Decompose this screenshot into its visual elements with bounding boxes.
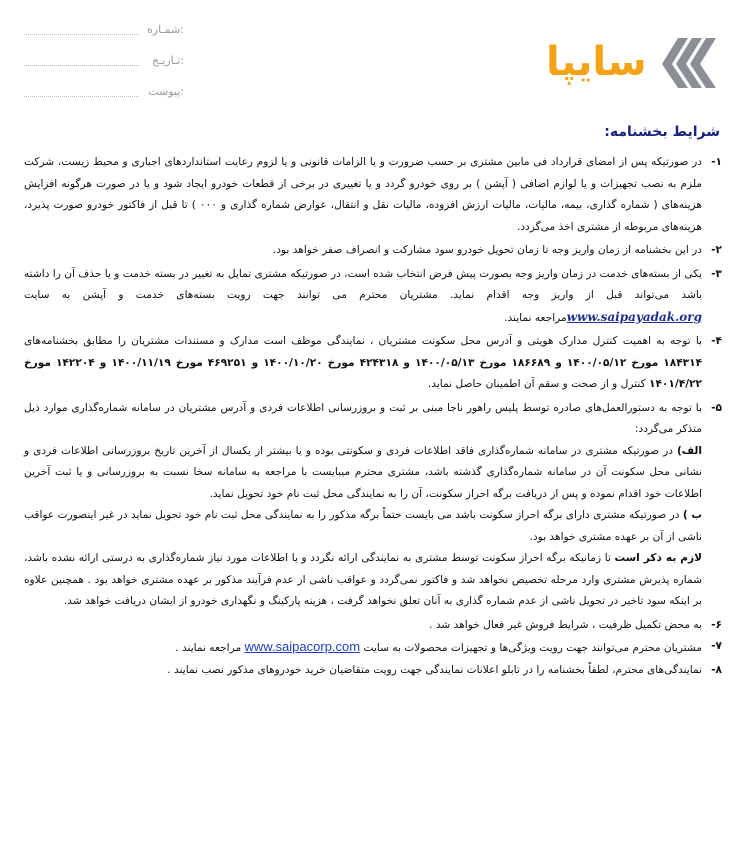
clause-3-number: ۳- bbox=[711, 267, 722, 280]
clause-5-alef-label: الف) bbox=[676, 444, 703, 457]
clause-5-note-label: لازم به ذکر است bbox=[614, 552, 702, 564]
clause-5 bbox=[24, 398, 722, 441]
attachment-line bbox=[24, 96, 139, 97]
clause-8 bbox=[24, 660, 722, 682]
clause-5-note-text: تا زمانیکه برگه احراز سکونت توسط مشتری به نمایندگی ارائه نگردد و یا اطلاعات مورد نیاز شماره‌گذاری به درستی ارائه نشده باشد، شماره پذیرش مشتری وارد مرحله تخصیص نخواهد شد و فاکتور نمی‌گردد و عواقب ناشی از عدم فرآیند مذکور بر عهده مشتری خواهد بود . همچنین علاوه بر اینکه سود تاخیر در تحویل ناشی از عدم شماره گذاری به آنان تعلق نخواهد گرفت ، هزینه پارکینگ و نگهداری خودرو از ایشان دریافت خواهد شد. bbox=[24, 552, 702, 607]
clause-7-number: ۷- bbox=[711, 640, 722, 652]
number-label: شمـاره: bbox=[147, 23, 184, 36]
clause-4-tail: کنترل و از صحت و سقم آن اطمینان حاصل نماید. bbox=[427, 378, 646, 390]
clause-6-number: ۶- bbox=[711, 618, 722, 631]
clause-7-text: مشتریان محترم می‌توانند جهت رویت ویژگی‌ها و تجهیزات محصولات به سایت bbox=[363, 642, 702, 654]
clause-5-be-label: ب ) bbox=[682, 509, 702, 521]
saipa-logo bbox=[546, 30, 722, 94]
clause-5-number: ۵- bbox=[711, 401, 722, 414]
page-title: شرایط بخشنامه: bbox=[604, 124, 720, 140]
clause-5-alef bbox=[24, 441, 722, 506]
number-field bbox=[24, 20, 184, 51]
clause-5-alef-text: در صورتیکه مشتری در سامانه شماره‌گذاری فاقد اطلاعات فردی و سکونتی بوده و یا بیشتر از یکسال از آخرین تاریخ بروزرسانی اطلاعات فردی و نشانی محل سکونت آن در سامانه شماره‌گذاری گذشته باشد، مشتری محترم میبایست با مراجعه به سامانه سخا نسبت به بروزرسانی و یا ثبت آخرین اطلاعات خود اقدام نموده و پس از دریافت برگه احراز سکونت، آن را به نمایندگی محل ثبت نام خود تحویل نماید. bbox=[24, 444, 702, 500]
clause-7-paragraph bbox=[24, 636, 702, 660]
saipayadak-link[interactable]: www.saipayadak.org bbox=[566, 309, 702, 324]
clause-3-paragraph bbox=[24, 264, 702, 330]
clause-6 bbox=[24, 615, 722, 637]
document-body bbox=[24, 152, 722, 681]
attachment-label: پیوست: bbox=[148, 85, 184, 98]
saipa-emblem-icon bbox=[658, 30, 722, 94]
clause-5-be-text: در صورتیکه مشتری دارای برگه احراز سکونت باشد می بایست حتماً برگه مذکور را به نمایندگی محل ثبت نام خود تحویل نماید در غیر اینصورت عواقب ناشی از آن بر عهده مشتری خواهد بود. bbox=[24, 509, 702, 543]
clause-4 bbox=[24, 331, 722, 396]
clause-5-note bbox=[24, 548, 722, 613]
clause-5-be bbox=[24, 505, 722, 548]
clause-4-number: ۴- bbox=[711, 335, 722, 347]
clause-3 bbox=[24, 264, 722, 330]
date-line bbox=[24, 65, 139, 66]
number-line bbox=[24, 34, 139, 35]
clause-2-number: ۲- bbox=[711, 244, 722, 256]
clause-2-text: در این بخشنامه از زمان واریز وجه تا زمان تحویل خودرو سود مشارکت و انصراف صفر خواهد بود. bbox=[272, 244, 702, 256]
clause-7 bbox=[24, 636, 722, 660]
clause-4-paragraph bbox=[24, 331, 702, 396]
date-label: تـاریـخ: bbox=[151, 54, 184, 67]
clause-8-text: نمایندگی‌های محترم، لطفاً بخشنامه را در تابلو اعلانات نمایندگی جهت رویت متقاضیان خرید خودروهای مذکور نصب نمایند . bbox=[167, 663, 702, 676]
circular-references: ۱۸۴۳۱۴ مورخ ۱۴۰۰/۰۵/۱۲ و ۱۸۶۶۸۹ مورخ ۱۴۰۰/۰۵/۱۳ و ۴۲۴۳۱۸ مورخ ۱۴۰۰/۱۰/۲۰ و ۴۶۹۲۵۱ مورخ ۱۴۰۰/۱۱/۱۹ و ۱۴۲۲۰۴ مورخ ۱۴۰۱/۴/۲۲ bbox=[24, 356, 703, 390]
clause-4-text: با توجه به اهمیت کنترل مدارک هویتی و آدرس محل سکونت مشتریان ، نمایندگی موظف است مدارک و مستندات مشتریان را مطابق بخشنامه‌های bbox=[24, 335, 702, 347]
clause-7-tail: مراجعه نمایند . bbox=[175, 642, 242, 654]
attachment-field bbox=[24, 82, 184, 113]
clause-1 bbox=[24, 152, 722, 238]
clause-3-text: یکی از بسته‌های خدمت در زمان واریز وجه بصورت پیش فرض انتخاب شده است، در صورتیکه مشتری تمایل به تغییر در بسته خدمت و یا حذف آن را داشته باشد می‌تواند قبل از واریز وجه اقدام نماید. مشتریان محترم می توانند جهت رویت بسته‌های خدمت و آپشن به سایت bbox=[24, 267, 702, 301]
clause-8-number: ۸- bbox=[711, 663, 722, 676]
clause-2 bbox=[24, 240, 722, 262]
date-field bbox=[24, 51, 184, 82]
header-fields bbox=[24, 20, 184, 113]
clause-6-text: به محض تکمیل ظرفیت ، شرایط فروش غیر فعال خواهد شد . bbox=[429, 618, 702, 631]
clause-3-tail: مراجعه نمایند. bbox=[504, 311, 567, 324]
clause-5-text: با توجه به دستورالعمل‌های صادره توسط پلیس راهور ناجا مبنی بر ثبت و بروزرسانی اطلاعات فردی و آدرس مشتریان در سامانه شماره‌گذاری موارد ذیل متذکر می‌گردد: bbox=[24, 401, 702, 435]
clause-1-number: ۱- bbox=[711, 156, 722, 168]
clause-1-text: در صورتیکه پس از امضای قرارداد فی مابین مشتری بر حسب ضرورت و یا الزامات قانونی و یا لزوم رعایت استانداردهای اجباری و محیط زیست، شرکت ملزم به نصب تجهیزات و یا لوازم اضافی ( آپشن ) بر روی خودرو گردد و یا تغییری در برخی از قطعات خودرو ایجاد شود و یا در صورت هرگونه افزایش هزینه‌های ( شماره گذاری، بیمه، مالیات، مالیات ارزش افزوده، مالیات نقل و انتقال، عوارض شماره گذاری و ۰۰۰ ) تا قبل از فاکتور خودرو صورت پذیرد، هزینه‌های مربوطه از مشتری اخذ می‌گردد. bbox=[24, 156, 702, 233]
saipacorp-link[interactable]: www.saipacorp.com bbox=[244, 639, 361, 654]
logo-text: سایپا bbox=[546, 39, 647, 85]
